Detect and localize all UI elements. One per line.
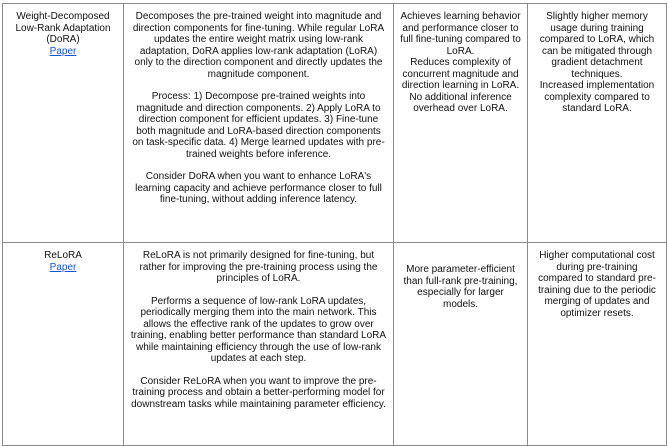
pros-item: Reduces complexity of concurrent magnitude and direction learning in LoRA.	[401, 57, 520, 91]
pros-cell	[394, 4, 528, 243]
paper-link[interactable]: Paper	[49, 45, 77, 57]
description-paragraph: Consider ReLoRA when you want to improve the pre-training process and obtain a better-performing model for downstream tasks while maintaining parameter efficiency.	[131, 375, 386, 410]
table-row	[3, 243, 667, 446]
cons-item: Higher computational cost during pre-training compared to standard pre-training due to the periodic merging of updates and optimizer resets.	[538, 250, 656, 319]
method-name: ReLoRA	[44, 250, 82, 261]
pros-item: More parameter-efficient than full-rank pre-training, especially for larger models.	[403, 264, 518, 310]
cons-cell	[528, 4, 667, 243]
cons-cell	[528, 243, 667, 446]
description-cell	[124, 4, 394, 243]
description-paragraph: Performs a sequence of low-rank LoRA updates, periodically merging them into the main network. This allows the effective rank of the updates to grow over training, enabling better performance than standard LoRA while maintaining efficiency through the use of low-rank updates at each step.	[130, 295, 387, 364]
pros-cell	[394, 243, 528, 446]
description-paragraph: Process: 1) Decompose pre-trained weights into magnitude and direction components. 2) Apply LoRA to direction component for efficient updates. 3) Fine-tune both magnitude and LoRA-based direction components on task-specific data. 4) Merge learned updates with pre-trained weights before inference.	[132, 91, 385, 160]
table-row	[3, 4, 667, 243]
method-name-cell	[3, 4, 124, 243]
methods-table	[2, 3, 667, 446]
description-paragraph: Consider DoRA when you want to enhance LoRA's learning capacity and achieve performance closer to full fine-tuning, without adding inference latency.	[135, 171, 382, 205]
cons-item: Increased implementation complexity compared to standard LoRA.	[539, 80, 655, 114]
pros-item: No additional inference overhead over LoRA.	[409, 91, 512, 114]
description-cell	[124, 243, 394, 446]
description-paragraph: Decomposes the pre-trained weight into magnitude and direction components for fine-tuning. While regular LoRA updates the entire weight matrix using low-rank adaptation, DoRA applies low-rank adaptation (LoRA) only to the direction component and directly updates the magnitude component.	[132, 11, 385, 80]
method-name: Weight-Decomposed Low-Rank Adaptation (DoRA)	[15, 11, 111, 45]
pros-item: Achieves learning behavior and performance closer to full fine-tuning compared to LoRA.	[400, 11, 521, 57]
cons-item: Slightly higher memory usage during training compared to LoRA, which can be mitigated through gradient detachment techniques.	[539, 11, 655, 80]
description-paragraph: ReLoRA is not primarily designed for fine-tuning, but rather for improving the pre-training process using the principles of LoRA.	[139, 250, 378, 284]
method-name-cell	[3, 243, 124, 446]
paper-link[interactable]: Paper	[49, 261, 77, 273]
